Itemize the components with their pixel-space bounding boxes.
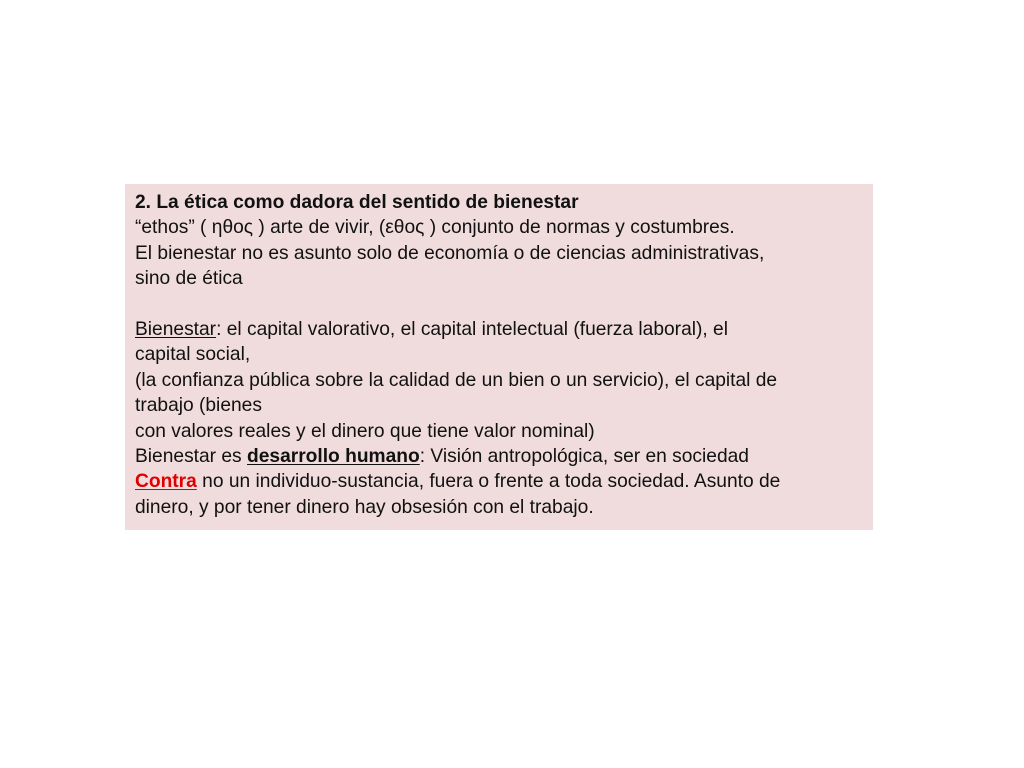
spacer bbox=[135, 292, 863, 317]
paragraph-line: con valores reales y el dinero que tiene valor nominal) bbox=[135, 420, 595, 442]
section-title: 2. La ética como dadora del sentido de bienestar bbox=[135, 192, 579, 213]
desarrollo-text: : Visión antropológica, ser en sociedad bbox=[419, 445, 749, 467]
bienestar-term: Bienestar bbox=[135, 318, 217, 340]
ethos-definition: “ethos” ( ηθος ) arte de vivir, (εθος ) conjunto de normas y costumbres. bbox=[135, 217, 735, 239]
text-box bbox=[125, 184, 873, 530]
bienestar-definition-text: : el capital valorativo, el capital intelectual (fuerza laboral), el bbox=[216, 318, 728, 340]
contra-line bbox=[135, 469, 863, 494]
paragraph-line: sino de ética bbox=[135, 268, 243, 290]
desarrollo-line bbox=[135, 444, 863, 469]
bienestar-definition-line bbox=[135, 317, 863, 342]
paragraph-line: dinero, y por tener dinero hay obsesión con el trabajo. bbox=[135, 496, 594, 518]
contra-text: no un individuo-sustancia, fuera o frente a toda sociedad. Asunto de bbox=[196, 471, 781, 493]
paragraph-line: El bienestar no es asunto solo de economía o de ciencias administrativas, bbox=[135, 242, 765, 264]
contra-term: Contra bbox=[135, 471, 197, 493]
desarrollo-prefix: Bienestar es bbox=[135, 445, 247, 467]
paragraph-line: (la confianza pública sobre la calidad de un bien o un servicio), el capital de bbox=[135, 369, 778, 391]
paragraph-line: trabajo (bienes bbox=[135, 395, 262, 417]
paragraph-line: capital social, bbox=[135, 344, 251, 366]
desarrollo-humano-term: desarrollo humano bbox=[247, 445, 420, 467]
